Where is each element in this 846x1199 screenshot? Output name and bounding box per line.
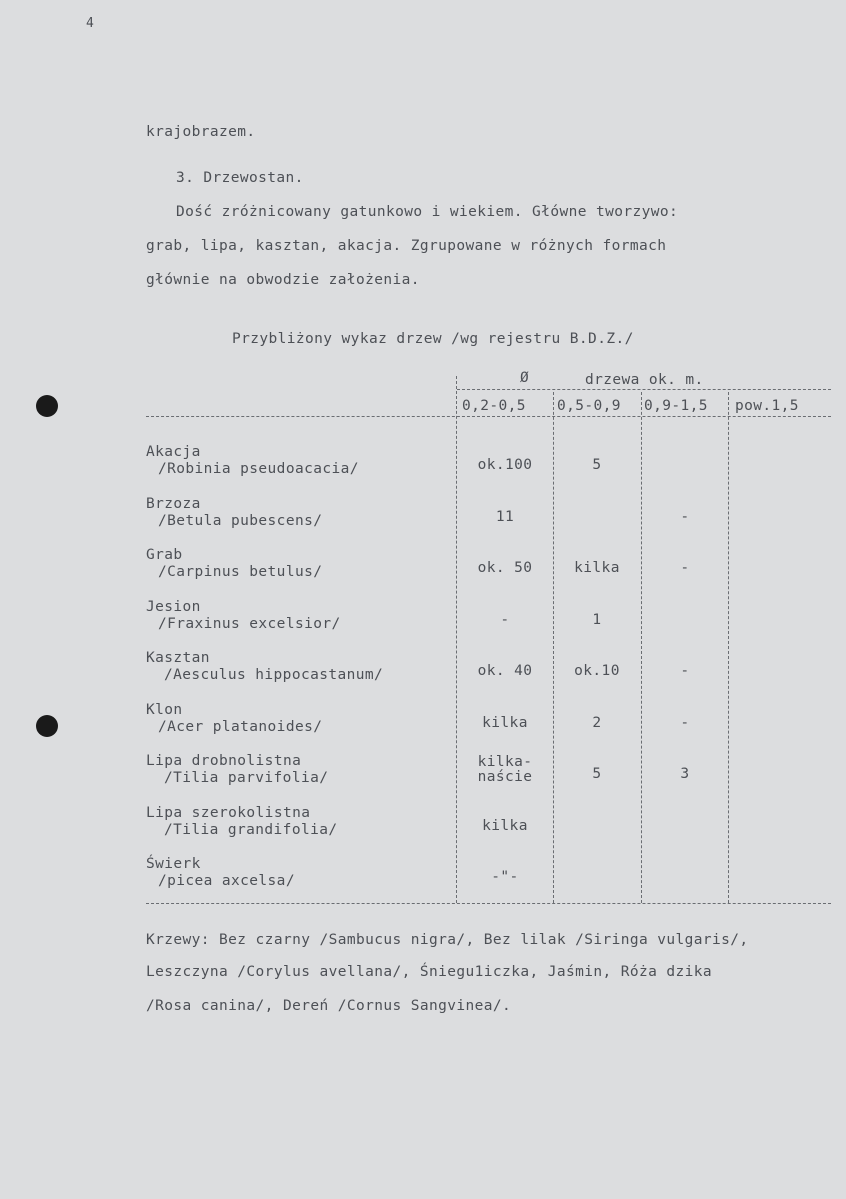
- table-cell: ok. 50: [477, 560, 533, 576]
- table-cell: 11: [495, 508, 515, 525]
- table-cell: ok.100: [477, 457, 533, 473]
- tree-latin-name: /Tilia grandifolia/: [164, 821, 338, 838]
- tree-name: Lipa drobnolistna: [146, 753, 302, 769]
- table-cell: ok. 40: [477, 663, 533, 679]
- tree-latin-name: /Betula pubescens/: [158, 512, 323, 529]
- tree-latin-name: /Carpinus betulus/: [158, 564, 323, 580]
- table-cell: 5: [592, 457, 602, 473]
- tree-name: Klon: [146, 701, 183, 718]
- tree-name: Lipa szerokolistna: [146, 804, 311, 821]
- page-number: 4: [86, 16, 95, 31]
- table-cell: kilka: [482, 817, 528, 834]
- table-cell: kilka- naście: [477, 754, 533, 785]
- table-cell: -: [680, 663, 690, 679]
- table-cell: -: [680, 508, 690, 525]
- table-cell: ok.10: [574, 663, 620, 679]
- intro-line: krajobrazem.: [146, 124, 256, 140]
- group-header: drzewa ok. m.: [585, 372, 704, 388]
- section-heading: 3. Drzewostan.: [176, 170, 304, 186]
- table-cell: -: [680, 714, 690, 731]
- table-title: Przybliżony wykaz drzew /wg rejestru B.D.Z./: [232, 331, 634, 347]
- tree-name: Akacja: [146, 444, 201, 460]
- table-top-rule: [457, 389, 831, 390]
- tree-name: Świerk: [146, 856, 201, 872]
- table-bottom-rule: [146, 903, 831, 904]
- tree-name: Jesion: [146, 598, 201, 615]
- paragraph-line: głównie na obwodzie założenia.: [146, 272, 420, 288]
- table-cell: -"-: [491, 869, 519, 885]
- shrubs-line: Leszczyna /Corylus avellana/, Śniegu1iczka, Jaśmin, Róża dzika: [146, 964, 713, 980]
- punch-hole-bottom: [36, 715, 58, 737]
- column-header: 0,5-0,9: [557, 398, 621, 414]
- tree-name: Grab: [146, 547, 183, 563]
- tree-latin-name: /Aesculus hippocastanum/: [164, 667, 384, 683]
- shrubs-line: /Rosa canina/, Dereń /Cornus Sangvinea/.: [146, 998, 512, 1014]
- tree-name: Brzoza: [146, 495, 201, 512]
- tree-latin-name: /Robinia pseudoacacia/: [158, 461, 359, 477]
- column-header: pow.1,5: [735, 398, 799, 414]
- tree-latin-name: /Acer platanoides/: [158, 718, 323, 735]
- table-column-rule: [456, 376, 457, 903]
- punch-hole-top: [36, 395, 58, 417]
- table-cell: 5: [592, 766, 602, 782]
- table-cell: kilka: [574, 560, 620, 576]
- column-header: 0,9-1,5: [644, 398, 708, 414]
- table-cell: 2: [592, 714, 602, 731]
- column-header: 0,2-0,5: [462, 398, 526, 414]
- table-column-rule: [728, 392, 729, 903]
- shrubs-line: Krzewy: Bez czarny /Sambucus nigra/, Bez lilak /Siringa vulgaris/,: [146, 932, 749, 948]
- table-cell: -: [680, 560, 690, 576]
- table-cell: -: [500, 611, 510, 628]
- table-cell: 3: [680, 766, 690, 782]
- table-cell: 1: [592, 611, 602, 628]
- tree-name: Kasztan: [146, 650, 210, 666]
- paragraph-line: grab, lipa, kasztan, akacja. Zgrupowane w różnych formach: [146, 238, 667, 254]
- tree-latin-name: /Tilia parvifolia/: [164, 770, 329, 786]
- paragraph-line: Dość zróżnicowany gatunkowo i wiekiem. Główne tworzywo:: [176, 204, 679, 220]
- diameter-symbol: Ø: [520, 370, 530, 386]
- tree-latin-name: /Fraxinus excelsior/: [158, 615, 341, 632]
- table-cell: kilka: [482, 714, 528, 731]
- tree-latin-name: /picea axcelsa/: [158, 873, 295, 889]
